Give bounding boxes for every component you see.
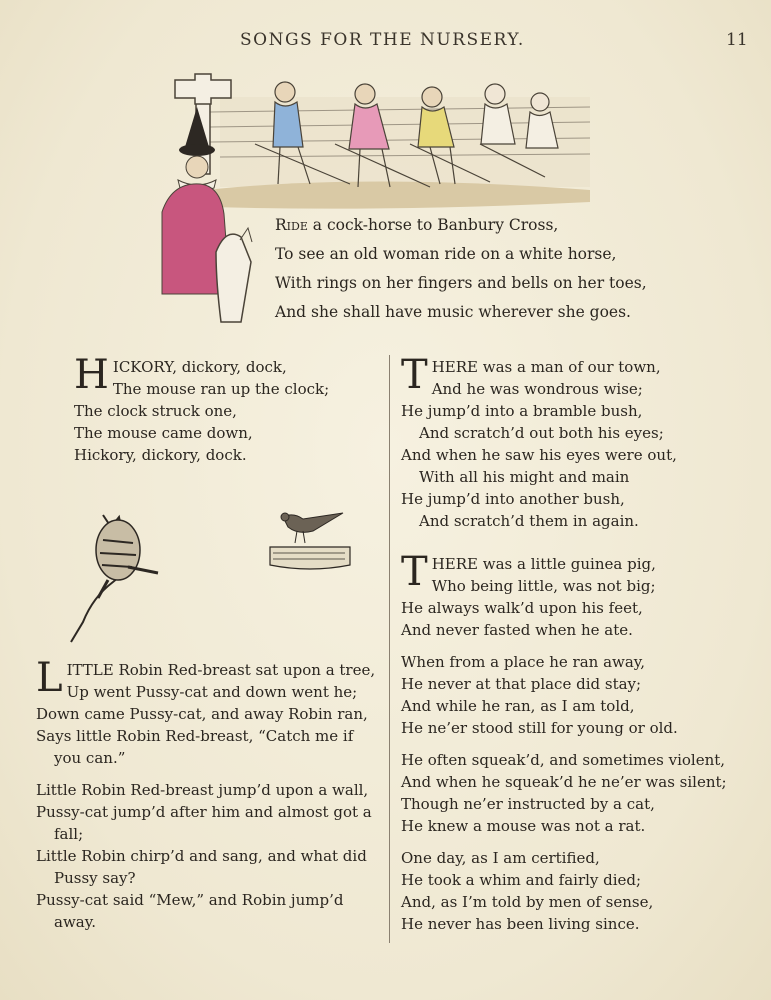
poem-line: Ride a cock-horse to Banbury Cross, [275, 216, 559, 234]
drop-cap: H [74, 352, 109, 398]
poem-line: He knew a mouse was not a rat. [401, 817, 646, 835]
poem-line: And while he ran, as I am told, [401, 697, 635, 715]
poem-line: Hickory, dickory, dock. [74, 446, 247, 464]
poem-line: HERE was a man of our town, [431, 358, 661, 376]
page-number: 11 [726, 30, 748, 50]
poem-line: And scratch’d out both his eyes; [419, 424, 664, 442]
poem-line: And, as I’m told by men of sense, [401, 893, 654, 911]
poem-line: He jump’d into a bramble bush, [401, 402, 643, 420]
page-header [0, 30, 771, 54]
poem-line: He jump’d into another bush, [401, 490, 625, 508]
poem-line: The mouse ran up the clock; [112, 380, 330, 398]
poem-line: Though ne’er instructed by a cat, [401, 795, 655, 813]
poem-line: One day, as I am certified, [401, 849, 600, 867]
poem-line: Says little Robin Red-breast, “Catch me if [36, 727, 354, 745]
drop-cap: T [401, 352, 428, 398]
poem-line: Up went Pussy-cat and down went he; [66, 683, 358, 701]
poem-line: you can.” [54, 749, 126, 767]
column-divider [389, 355, 390, 943]
poem-line: He never at that place did stay; [401, 675, 642, 693]
poem-line: He always walk’d upon his feet, [401, 599, 643, 617]
poem-line: And when he saw his eyes were out, [401, 446, 677, 464]
drop-cap: T [401, 549, 428, 595]
poem-line: Who being little, was not big; [431, 577, 656, 595]
poem-line: Little Robin Red-breast jump’d upon a wall, [36, 781, 369, 799]
poem-line: And never fasted when he ate. [401, 621, 633, 639]
robin-redbreast-poem [36, 655, 376, 933]
poem-line: Pussy-cat said “Mew,” and Robin jump’d [36, 891, 344, 909]
poem-line: And when he squeak’d he ne’er was silent; [401, 773, 727, 791]
poem-line: To see an old woman ride on a white horse, [275, 245, 617, 263]
running-head: SONGS FOR THE NURSERY. [240, 30, 525, 50]
guinea-pig-poem [401, 549, 727, 935]
poem-line: He took a whim and fairly died; [401, 871, 642, 889]
poem-line: With rings on her fingers and bells on her toes, [275, 274, 647, 292]
poem-line: Little Robin chirp’d and sang, and what did [36, 847, 367, 865]
hickory-dickory-poem [74, 352, 330, 466]
cat-illustration [58, 505, 178, 645]
poem-line: ITTLE Robin Red-breast sat upon a tree, [66, 661, 376, 679]
poem-line: He often squeak’d, and sometimes violent, [401, 751, 726, 769]
robin-illustration [265, 505, 360, 580]
poem-line: away. [54, 913, 96, 931]
poem-line: And scratch’d them in again. [419, 512, 639, 530]
poem-line: The mouse came down, [74, 424, 253, 442]
poem-line: He ne’er stood still for young or old. [401, 719, 678, 737]
poem-line: fall; [54, 825, 84, 843]
poem-line: When from a place he ran away, [401, 653, 646, 671]
poem-line: ICKORY, dickory, dock, [112, 358, 287, 376]
poem-line: Pussy-cat jump’d after him and almost got a [36, 803, 372, 821]
poem-line: The clock struck one, [74, 402, 237, 420]
poem-line: He never has been living since. [401, 915, 640, 933]
banbury-cross-poem [275, 211, 647, 327]
poem-line: Down came Pussy-cat, and away Robin ran, [36, 705, 368, 723]
poem-line: And he was wondrous wise; [431, 380, 643, 398]
drop-cap: L [36, 655, 63, 701]
poem-line: HERE was a little guinea pig, [431, 555, 656, 573]
poem-line: With all his might and main [419, 468, 630, 486]
poem-line: And she shall have music wherever she goes. [275, 303, 631, 321]
man-of-our-town-poem [401, 352, 677, 532]
poem-line: Pussy say? [54, 869, 136, 887]
